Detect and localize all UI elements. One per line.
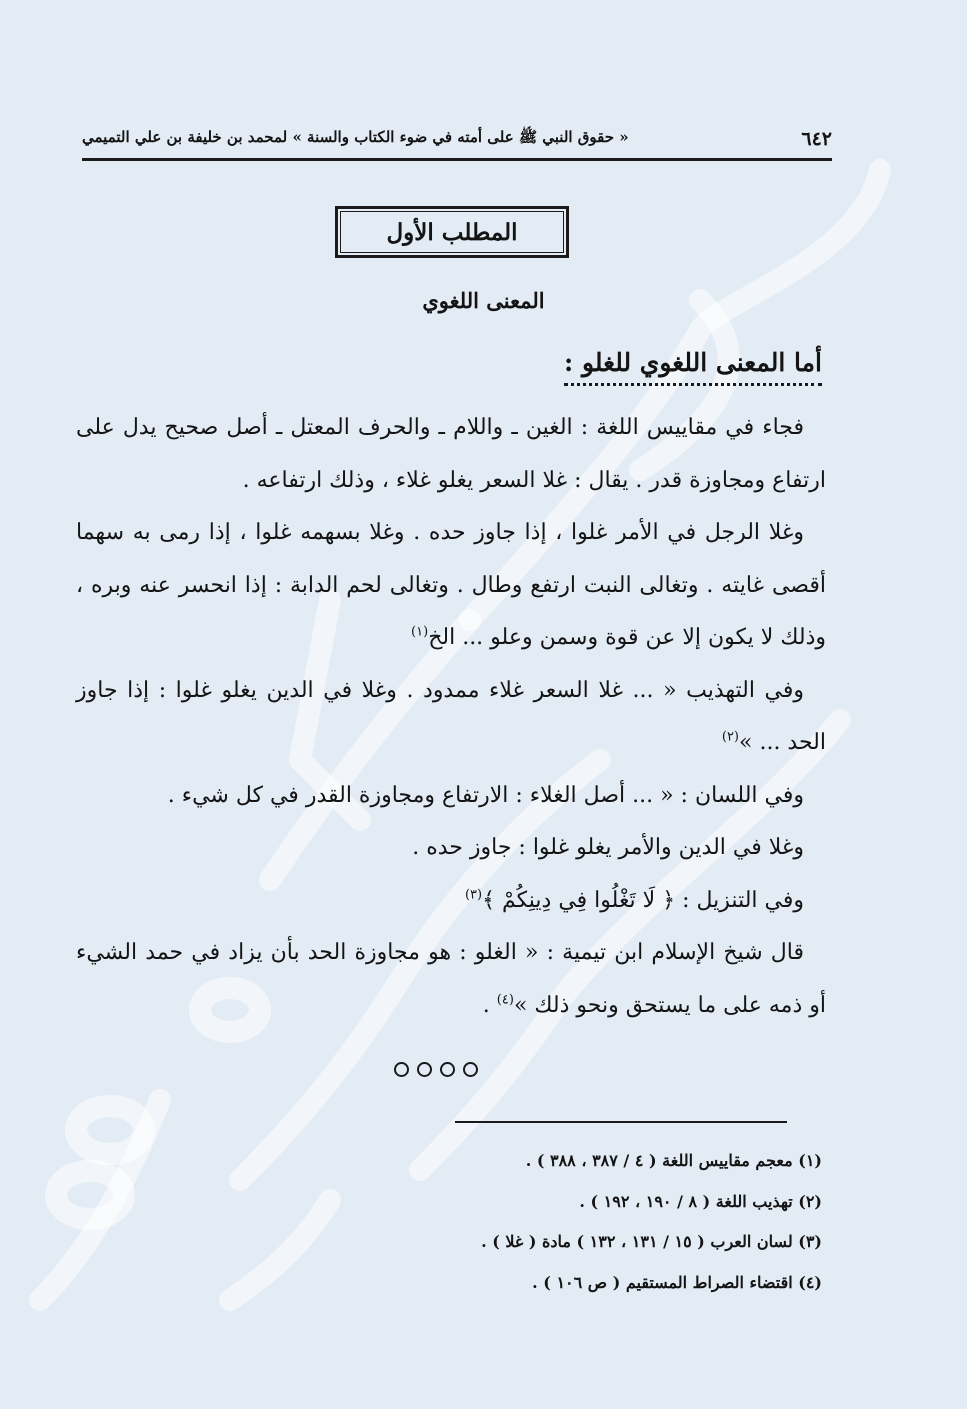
footnote-ref-4: (٤) — [496, 992, 514, 1008]
separator-circle-icon — [417, 1062, 432, 1077]
running-header — [82, 128, 832, 150]
paragraph-3 — [76, 665, 826, 770]
body-text — [76, 402, 826, 1032]
footnote-rule — [455, 1121, 787, 1123]
separator-circle-icon — [440, 1062, 455, 1077]
footnote-ref-2: (٢) — [721, 729, 739, 745]
paragraph-2-text: وغلا الرجل في الأمر غلوا ، إذا جاوز حده . وغلا بسهمه غلوا ، إذا رمى به سهما أقصى غايته . وتغالى النبت ارتفع وطال . وتغالى لحم الدابة : إذا انحسر عنه وبره ، وذلك لا يكون إلا عن قوة وسمن وعلو ... الخ — [76, 520, 826, 650]
paragraph-1: فجاء في مقاييس اللغة : الغين ـ واللام ـ والحرف المعتل ـ أصل صحيح يدل على ارتفاع ومجاوزة قدر . يقال : غلا السعر يغلو غلاء ، وذلك ارتفاعه . — [76, 415, 826, 493]
subtitle: المعنى اللغوي — [422, 288, 545, 313]
section-title-box — [335, 206, 569, 258]
paragraph-3-text: وفي التهذيب « ... غلا السعر غلاء ممدود . وغلا في الدين يغلو غلوا : إذا جاوز الحد ... » — [76, 677, 826, 755]
running-title: « حقوق النبي ﷺ على أمته في ضوء الكتاب والسنة » لمحمد بن خليفة بن علي التميمي — [82, 128, 629, 146]
footnote-4: (٤) اقتضاء الصراط المستقيم ( ص ١٠٦ ) . — [532, 1272, 822, 1292]
footnote-ref-1: (١) — [411, 624, 429, 640]
paragraph-7-end: . — [482, 992, 497, 1018]
paragraph-7 — [76, 927, 826, 1032]
footnote-ref-3: (٣) — [464, 887, 483, 903]
paragraph-7-text: قال شيخ الإسلام ابن تيمية : « الغلو : هو مجاوزة الحد بأن يزاد في حمد الشيء أو ذمه على ما يستحق ونحو ذلك » — [76, 940, 826, 1018]
page-number: ٦٤٢ — [801, 128, 832, 150]
footnote-1: (١) معجم مقاييس اللغة ( ٤ / ٣٨٧ ، ٣٨٨ ) . — [525, 1151, 822, 1170]
paragraph-6-text: وفي التنزيل : ﴿ لَا تَغْلُوا فِي دِينِكُمْ ﴾ — [482, 887, 804, 913]
header-rule — [82, 158, 832, 161]
footnotes — [300, 1141, 822, 1303]
paragraph-5: وغلا في الدين والأمر يغلو غلوا : جاوز حده . — [412, 835, 804, 860]
section-separator — [394, 1062, 478, 1077]
paragraph-6 — [76, 875, 826, 928]
main-heading: أما المعنى اللغوي للغلو : — [564, 348, 822, 386]
separator-circle-icon — [394, 1062, 409, 1077]
footnote-2: (٢) تهذيب اللغة ( ٨ / ١٩٠ ، ١٩٢ ) . — [579, 1191, 822, 1211]
footnote-3: (٣) لسان العرب ( ١٥ / ١٣١ ، ١٣٢ ) مادة ( غلا ) . — [481, 1232, 822, 1251]
separator-circle-icon — [463, 1062, 478, 1077]
paragraph-4: وفي اللسان : « ... أصل الغلاء : الارتفاع ومجاوزة القدر في كل شيء . — [167, 782, 804, 808]
section-title: المطلب الأول — [386, 218, 518, 246]
paragraph-2 — [76, 507, 826, 665]
